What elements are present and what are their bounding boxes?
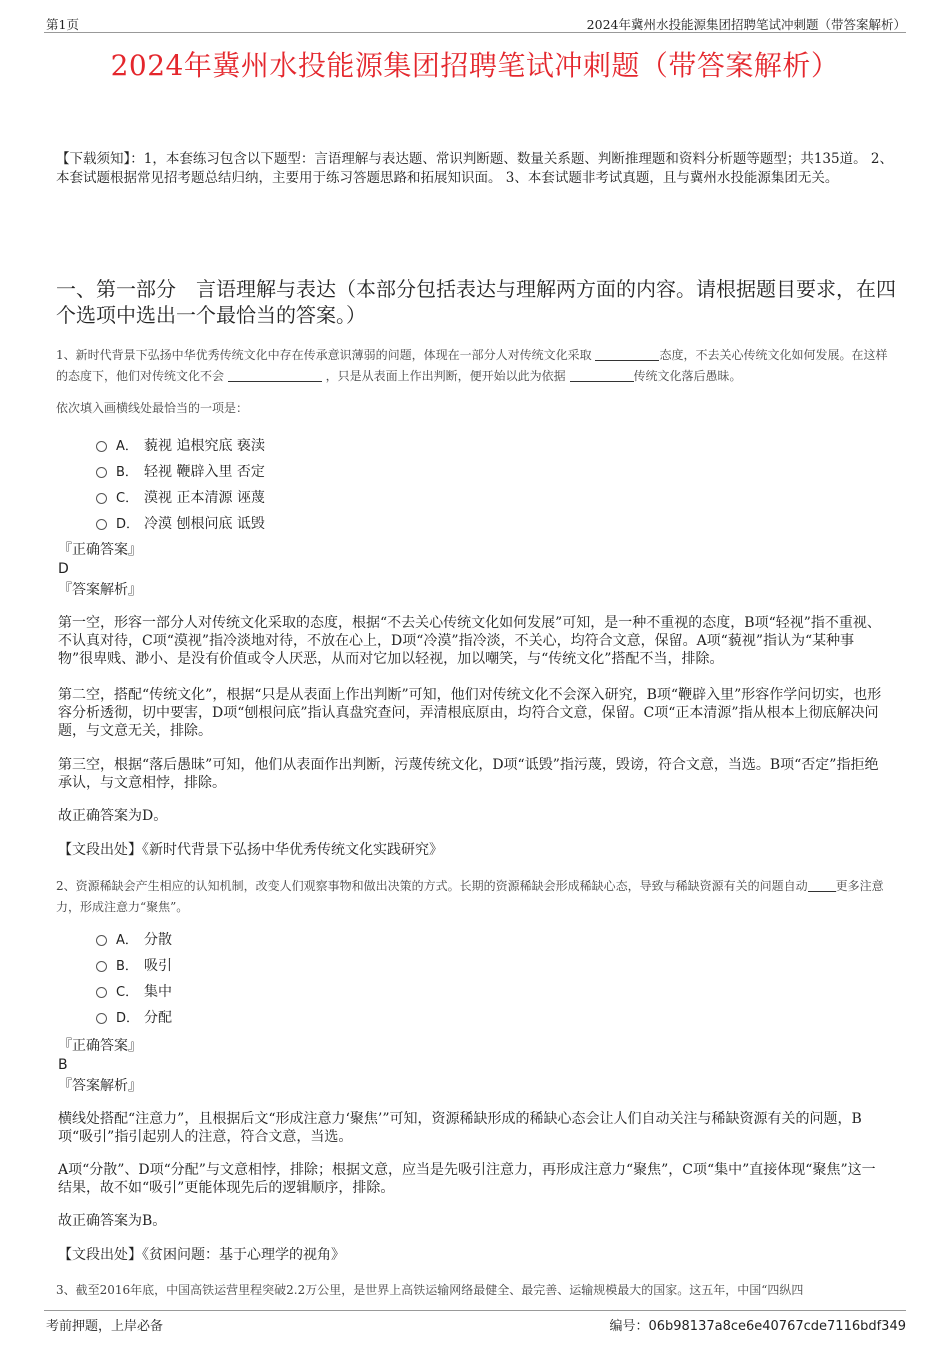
page-number: 第1页 [46, 17, 79, 32]
radio-icon[interactable] [96, 467, 107, 478]
page-title: 2024年冀州水投能源集团招聘笔试冲刺题（带答案解析） [110, 49, 840, 82]
correct-answer-label: 『正确答案』 [58, 1038, 142, 1054]
page-header [44, 12, 906, 33]
blank-1 [808, 878, 836, 892]
correct-answer-label: 『正确答案』 [58, 542, 142, 558]
analysis-label: 『答案解析』 [58, 582, 142, 598]
option-a[interactable]: A． 分散 [96, 927, 172, 953]
analysis-paragraph: 第二空，搭配“传统文化”，根据“只是从表面上作出判断”可知，他们对传统文化不会深入研究，B项“鞭辟入里”形容作学问切实，也形容分析透彻，切中要害，D项“刨根问底”指认真盘究查问，弄清根底原由，均符合文意，保留。C项“正本清源”指从根本上彻底解决问题，与文意无关，排除。 [58, 687, 882, 739]
option-b[interactable]: B． 轻视 鞭辟入里 否定 [96, 459, 265, 485]
blank-1 [595, 347, 659, 361]
footer-motto: 考前押题，上岸必备 [46, 1319, 164, 1334]
radio-icon[interactable] [96, 519, 107, 530]
analysis-paragraph: 横线处搭配“注意力”，且根据后文“形成注意力‘聚焦’”可知，资源稀缺形成的稀缺心态会让人们自动关注与稀缺资源有关的问题，B项“吸引”指引起别人的注意，符合文意，当选。 [58, 1111, 862, 1145]
download-notice: 【下载须知】：1，本套练习包含以下题型：言语理解与表达题、常识判断题、数量关系题、判断推理题和资料分析题等题型；共135道。 2、本套试题根据常见招考题总结归纳，主要用于练习答题思路和拓展知识面。 3、本套试题非考试真题，且与冀州水投能源集团无关。 [56, 151, 893, 186]
question-1-stem: 1、新时代背景下弘扬中华优秀传统文化中存在传承意识薄弱的问题，体现在一部分人对传统文化采取 态度，不去关心传统文化如何发展。在这样的态度下，他们对传统文化不会 ，只是从表面上作出判断，便开始以此为依据 传统文化落后愚昧。 [56, 348, 888, 383]
radio-icon[interactable] [96, 493, 107, 504]
analysis-paragraph: 第三空，根据“落后愚昧”可知，他们从表面作出判断，污蔑传统文化，D项“诋毁”指污蔑，毁谤，符合文意，当选。B项“否定”指拒绝承认，与文意相悖，排除。 [58, 757, 879, 791]
section-heading: 一、第一部分 言语理解与表达（本部分包括表达与理解两方面的内容。请根据题目要求，在四个选项中选出一个最恰当的答案。） [56, 277, 896, 327]
radio-icon[interactable] [96, 961, 107, 972]
option-c[interactable]: C． 集中 [96, 979, 172, 1005]
correct-answer-value: B [58, 1057, 68, 1073]
option-d[interactable]: D． 分配 [96, 1005, 172, 1031]
blank-3 [570, 368, 634, 382]
option-b[interactable]: B． 吸引 [96, 953, 172, 979]
radio-icon[interactable] [96, 1013, 107, 1024]
footer-code: 编号：06b98137a8ce6e40767cde7116bdf349 [609, 1319, 906, 1334]
option-c[interactable]: C． 漠视 正本清源 诬蔑 [96, 485, 265, 511]
radio-icon[interactable] [96, 935, 107, 946]
analysis-conclusion: 故正确答案为D。 [58, 808, 168, 824]
analysis-label: 『答案解析』 [58, 1078, 142, 1094]
page-footer [44, 1310, 906, 1333]
correct-answer-value: D [58, 561, 69, 577]
analysis-paragraph: 第一空，形容一部分人对传统文化采取的态度，根据“不去关心传统文化如何发展”可知，是一种不重视的态度，B项“轻视”指不重视、不认真对待，C项“漠视”指冷淡地对待，不放在心上，D项“冷漠”指冷淡，不关心，均符合文意，保留。A项“藐视”指认为“某种事物”很卑贱、渺小、是没有价值或令人厌恶，从而对它加以轻视，加以嘲笑，与“传统文化”搭配不当，排除。 [58, 615, 881, 667]
question-2-options [96, 927, 172, 1031]
document-code: 06b98137a8ce6e40767cde7116bdf349 [648, 1319, 906, 1334]
question-3-stem: 3、截至2016年底，中国高铁运营里程突破2.2万公里，是世界上高铁运输网络最健全、最完善、运输规模最大的国家。这五年，中国“四纵四 [56, 1283, 804, 1297]
option-a[interactable]: A． 藐视 追根究底 亵渎 [96, 433, 265, 459]
question-1-options [96, 433, 265, 537]
analysis-conclusion: 故正确答案为B。 [58, 1213, 167, 1229]
radio-icon[interactable] [96, 441, 107, 452]
option-d[interactable]: D． 冷漠 刨根问底 诋毁 [96, 511, 265, 537]
question-1-prompt: 依次填入画横线处最恰当的一项是： [56, 401, 249, 415]
radio-icon[interactable] [96, 987, 107, 998]
source-citation: 【文段出处】《贫困问题：基于心理学的视角》 [58, 1247, 345, 1263]
source-citation: 【文段出处】《新时代背景下弘扬中华优秀传统文化实践研究》 [58, 842, 443, 858]
analysis-paragraph: A项“分散”、D项“分配”与文意相悖，排除；根据文意，应当是先吸引注意力，再形成注意力“聚焦”，C项“集中”直接体现“聚焦”这一结果，故不如“吸引”更能体现先后的逻辑顺序，排除。 [58, 1162, 876, 1196]
blank-2 [228, 368, 322, 382]
question-2-stem: 2、资源稀缺会产生相应的认知机制，改变人们观察事物和做出决策的方式。长期的资源稀缺会形成稀缺心态，导致与稀缺资源有关的问题自动 更多注意力，形成注意力“聚焦”。 [56, 879, 884, 914]
header-doc-title: 2024年冀州水投能源集团招聘笔试冲刺题（带答案解析） [586, 17, 906, 32]
